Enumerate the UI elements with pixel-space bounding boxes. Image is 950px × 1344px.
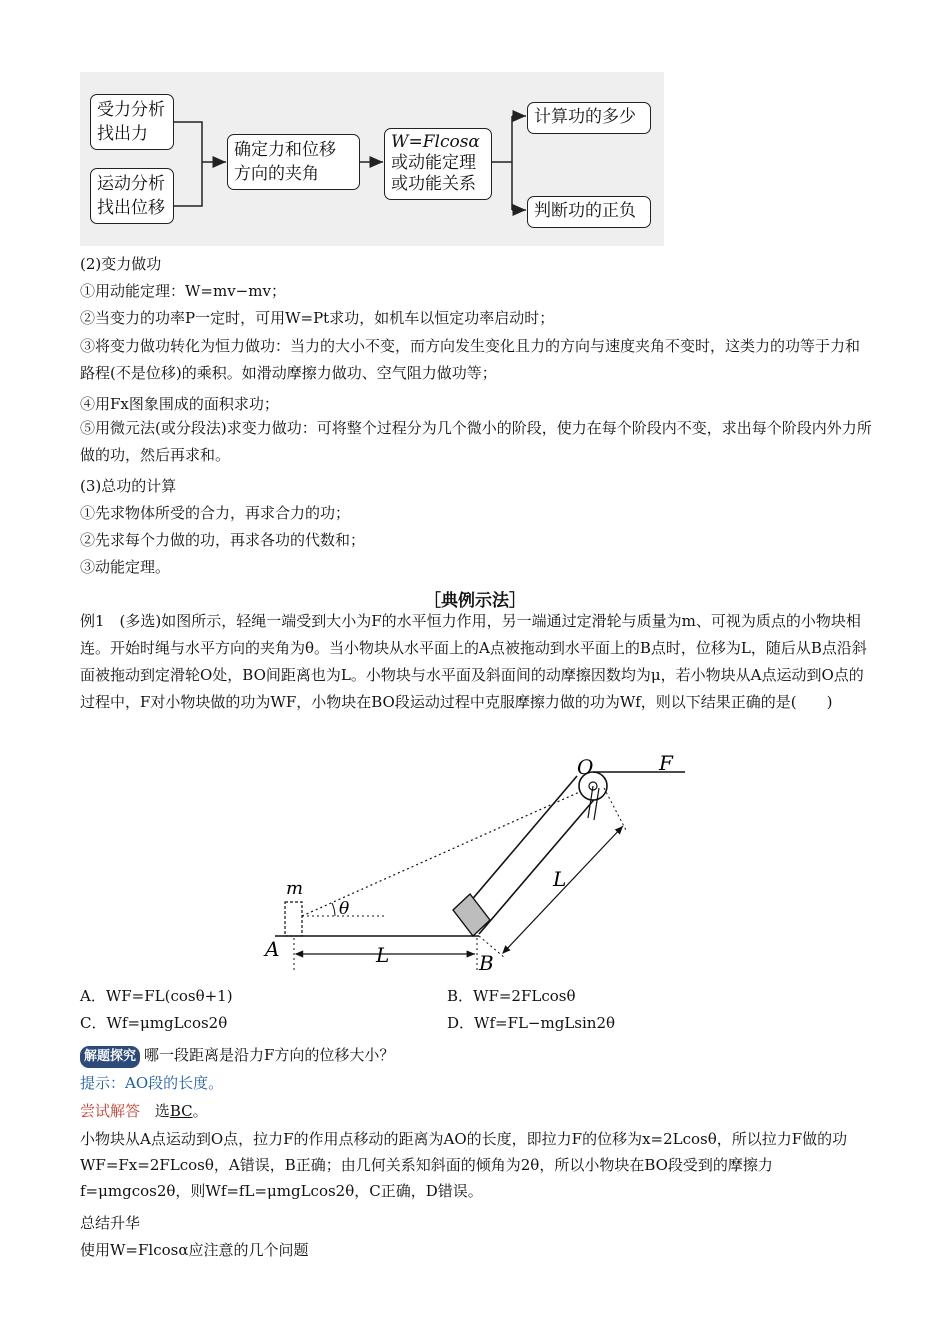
label-a: A [265,937,280,961]
option-d: D．Wf=FL−mgLsin2θ [447,1014,616,1032]
flow-box-amount [527,102,651,134]
explore-row [80,1045,394,1068]
label-l-horizontal: L [376,943,390,967]
flow-box-force-line1: 受力分析 [97,100,165,120]
block-at-b [453,894,490,936]
section2-item5: ⑤用微元法(或分段法)求变力做功：可将整个过程分为几个微小的阶段，使力在每个阶段内不变，求出每个阶段内外力所做的功，然后再求和。 [80,419,872,464]
theta-arc [332,903,335,916]
summary-title: 总结升华 [80,1214,141,1232]
flow-box-sign-label: 判断功的正负 [534,201,636,221]
option-b: B．WF=2FLcosθ [447,987,576,1005]
solution-text: 小物块从A点运动到O点，拉力F的作用点移动的距离为AO的长度，即拉力F的位移为x=2Lcosθ，所以拉力F做的功WF=Fx=2FLcosθ，A错误，B正确；由几何关系知斜面的倾角为2θ，所以小物块在BO段受到的摩擦力f=μmgcos2θ，则Wf=fL=μmgLcos2θ，C正确，D错误。 [80,1130,848,1200]
hint-text: AO段的长度。 [125,1074,224,1092]
label-m: m [286,878,304,899]
flow-box-formula-line1: W=Flcosα [391,132,480,152]
option-c: C．Wf=μmgLcos2θ [80,1014,228,1032]
answer-suffix: 。 [192,1102,208,1120]
summary-text: 使用W=Flcosα应注意的几个问题 [80,1241,309,1259]
section2-item4: ④用Fx图象围成的面积求功； [80,395,279,413]
label-o: O [577,755,594,779]
flow-box-angle [227,134,360,190]
option-a: A．WF=FL(cosθ+1) [80,987,233,1005]
answer-prefix: 选 [154,1102,170,1120]
flow-box-sign [527,196,651,228]
flow-box-motion-line2: 找出位移 [97,198,165,218]
example-section-title: ［典例示法］ [424,591,526,611]
flow-box-amount-label: 计算功的多少 [534,107,636,127]
block-at-a [285,902,302,936]
flow-box-force [90,94,174,150]
section3-item1: ①先求物体所受的合力，再求合力的功； [80,504,351,522]
flowchart [80,72,664,246]
flow-box-motion-line1: 运动分析 [97,174,165,194]
flow-box-formula-line3: 或功能关系 [391,174,476,194]
label-l-incline: L [553,867,567,891]
flow-box-angle-line2: 方向的夹角 [234,164,319,184]
flow-box-angle-line1: 确定力和位移 [234,140,336,160]
section2-item2: ②当变力的功率P一定时，可用W=Pt求功，如机车以恒定功率启动时； [80,309,555,327]
section2-item1: ①用动能定理：W=mv−mv； [80,282,286,300]
answer-label: 尝试解答 [80,1102,141,1120]
label-f: F [659,751,673,775]
section3-heading: (3)总功的计算 [80,477,177,495]
flow-box-formula [384,128,492,200]
flow-box-formula-line2: 或动能定理 [391,153,476,173]
flow-box-force-line2: 找出力 [97,124,148,144]
label-b: B [479,951,494,975]
label-theta: θ [339,899,350,919]
hint-label: 提示： [80,1074,126,1092]
incline-pulley-diagram [255,748,685,980]
explore-badge: 解题探究 [80,1046,140,1068]
flow-box-motion [90,168,174,224]
section3-item3: ③动能定理。 [80,558,171,576]
section2-heading: (2)变力做功 [80,255,162,273]
connector-left-bracket [174,122,202,206]
section3-item2: ②先求每个力做的功，再求各功的代数和； [80,531,366,549]
explore-question: 哪一段距离是沿力F方向的位移大小？ [144,1046,395,1064]
o-marker-line [604,788,627,832]
example-question: 例1 (多选)如图所示，轻绳一端受到大小为F的水平恒力作用，另一端通过定滑轮与质量为m、可视为质点的小物块相连。开始时绳与水平方向的夹角为θ。当小物块从水平面上的A点被拖动到水平面上的B点时，位移为L，随后从B点沿斜面被拖动到定滑轮O处，BO间距离也为L。小物块与水平面及斜面间的动摩擦因数均为μ，若小物块从A点运动到O点的过程中，F对小物块做的功为WF，小物块在BO段运动过程中克服摩擦力做的功为Wf，则以下结果正确的是( ) [80,612,867,711]
answer-row [80,1101,208,1121]
answer-value: BC [169,1102,193,1120]
incline-left-edge [458,776,577,916]
section2-item3: ③将变力做功转化为恒力做功：当力的大小不变，而方向发生变化且力的方向与速度夹角不变时，这类力的功等于力和路程(不是位移)的乘积。如滑动摩擦力做功、空气阻力做功等； [80,337,861,382]
hint-row [80,1073,223,1093]
